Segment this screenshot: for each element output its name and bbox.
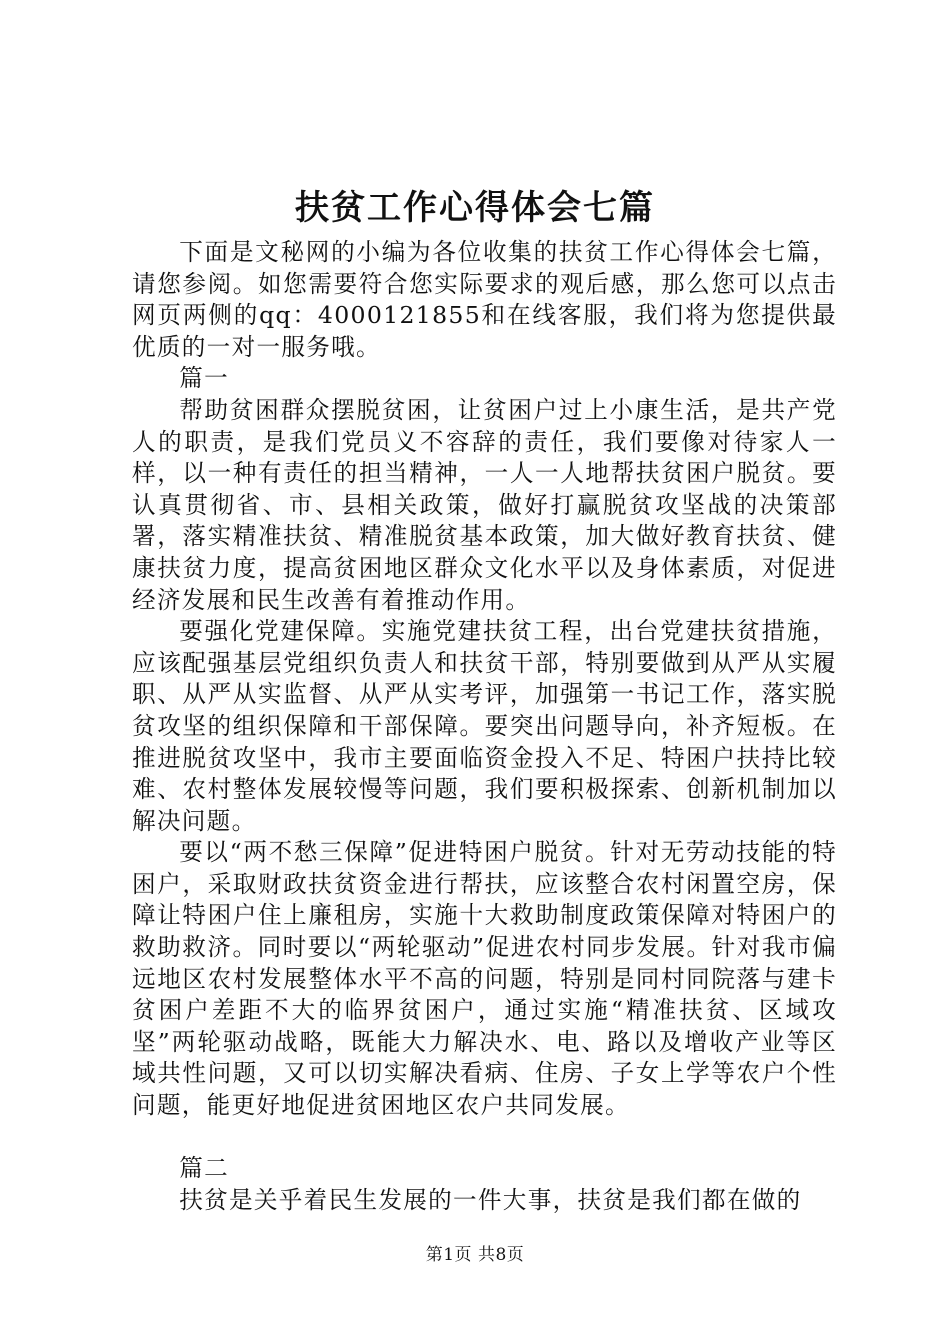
document-title: 扶贫工作心得体会七篇 xyxy=(295,188,655,228)
intro-paragraph: 下面是文秘网的小编为各位收集的扶贫工作心得体会七篇，请您参阅。如您需要符合您实际要求的观后感，那么您可以点击网页两侧的qq：4000121855和在线客服，我们将为您提供最优质的一对一服务哦。 xyxy=(132,238,837,361)
body-paragraph: 要以“两不愁三保障”促进特困户脱贫。针对无劳动技能的特困户，采取财政扶贫资金进行帮扶，应该整合农村闲置空房，保障让特困户住上廉租房，实施十大救助制度政策保障对特困户的救助救济。同时要以“两轮驱动”促进农村同步发展。针对我市偏远地区农村发展整体水平不高的问题，特别是同村同院落与建卡贫困户差距不大的临界贫困户，通过实施“精准扶贫、区域攻坚”两轮驱动战略，既能大力解决水、电、路以及增收产业等区域共性问题，又可以切实解决看病、住房、子女上学等农户个性问题，能更好地促进贫困地区农户共同发展。 xyxy=(132,838,837,1120)
section-heading-1: 篇一 xyxy=(179,364,229,393)
body-paragraph: 帮助贫困群众摆脱贫困，让贫困户过上小康生活，是共产党人的职责，是我们党员义不容辞的责任，我们要像对待家人一样，以一种有责任的担当精神，一人一人地帮扶贫困户脱贫。要认真贯彻省、市、县相关政策，做好打赢脱贫攻坚战的决策部署，落实精准扶贫、精准脱贫基本政策，加大做好教育扶贫、健康扶贫力度，提高贫困地区群众文化水平以及身体素质，对促进经济发展和民生改善有着推动作用。 xyxy=(132,395,837,614)
paragraph-spacer xyxy=(132,1122,837,1154)
body-paragraph: 扶贫是关乎着民生发展的一件大事，扶贫是我们都在做的 xyxy=(179,1185,802,1214)
section-heading-2: 篇二 xyxy=(179,1154,229,1183)
document-body xyxy=(132,237,837,1216)
body-paragraph: 要强化党建保障。实施党建扶贫工程，出台党建扶贫措施，应该配强基层党组织负责人和扶贫干部，特别要做到从严从实履职、从严从实监督、从严从实考评，加强第一书记工作，落实脱贫攻坚的组织保障和干部保障。要突出问题导向，补齐短板。在推进脱贫攻坚中，我市主要面临资金投入不足、特困户扶持比较难、农村整体发展较慢等问题，我们要积极探索、创新机制加以解决问题。 xyxy=(132,617,837,835)
page-footer: 第1页 共8页 xyxy=(425,1245,525,1265)
